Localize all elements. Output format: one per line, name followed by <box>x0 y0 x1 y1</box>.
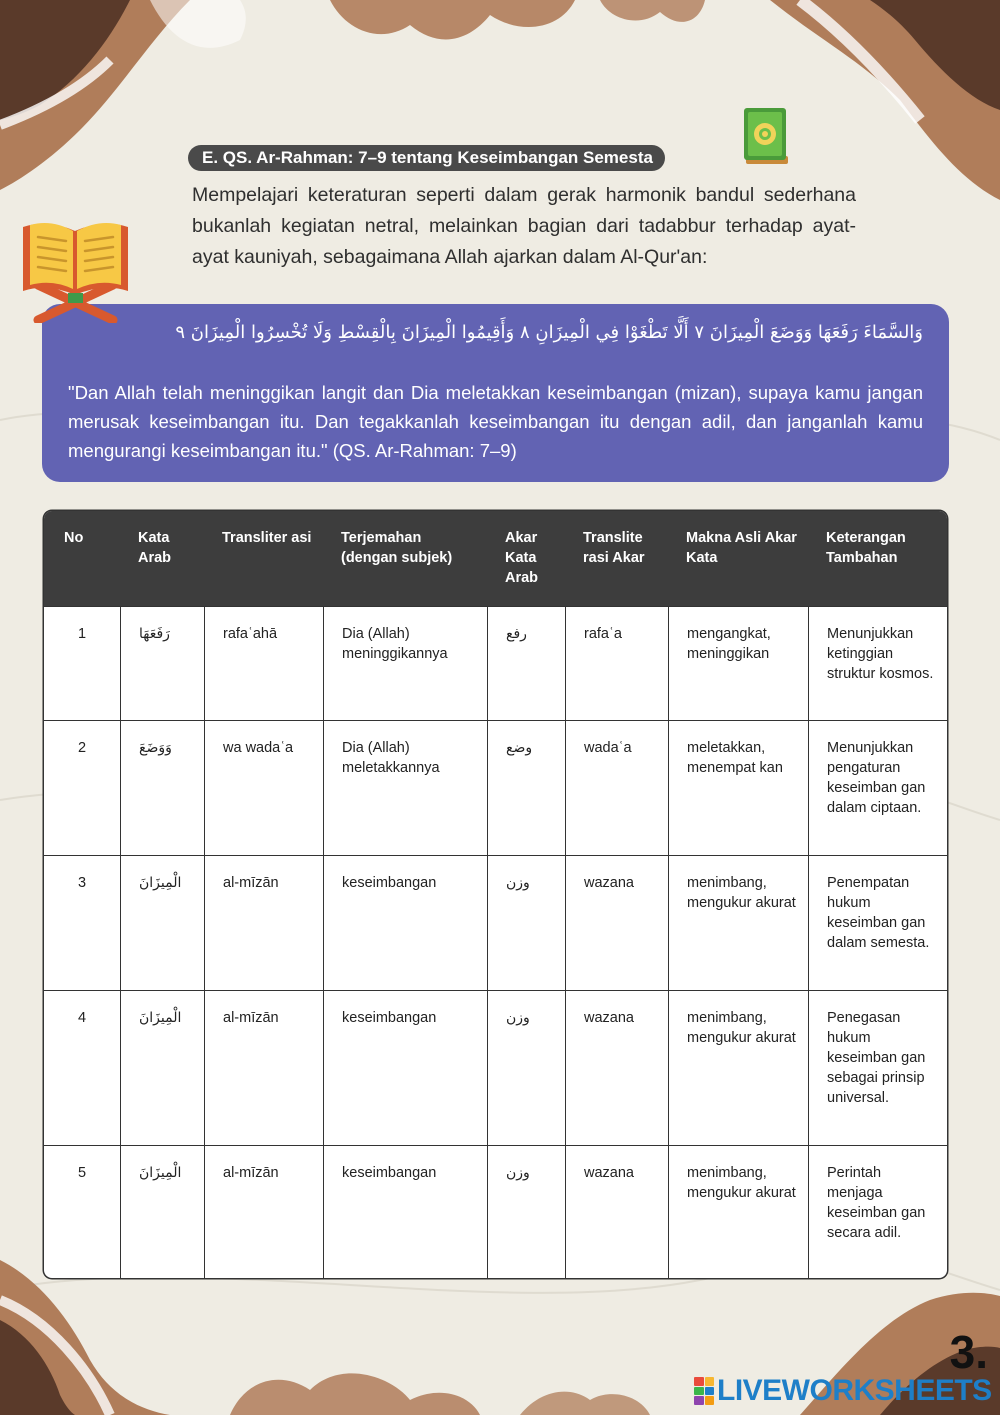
cell-akar-kata: وزن <box>487 1145 565 1278</box>
liveworksheets-text: LIVEWORKSHEETS <box>717 1374 992 1407</box>
cell-akar-kata: وضع <box>487 720 565 855</box>
cell-makna-asli: meletakkan, menempat kan <box>668 720 808 855</box>
cell-no: 2 <box>44 720 120 855</box>
cell-transliterasi-akar: wazana <box>565 1145 668 1278</box>
cell-kata-arab: الْمِيزَانَ <box>120 855 204 990</box>
vocabulary-table <box>44 511 947 1278</box>
cell-akar-kata: وزن <box>487 990 565 1145</box>
arabic-verse: وَالسَّمَاءَ رَفَعَهَا وَوَضَعَ الْمِيزَانَ ٧ أَلَّا تَطْغَوْا فِي الْمِيزَانِ ٨ وَأَقِيمُوا الْمِيزَانَ بِالْقِسْطِ وَلَا تُخْسِرُوا الْمِيزَانَ ٩ <box>175 322 923 343</box>
table-row <box>44 1145 947 1278</box>
cell-kata-arab: وَوَضَعَ <box>120 720 204 855</box>
cell-makna-asli: menimbang, mengukur akurat <box>668 990 808 1145</box>
cell-transliterasi: al-mīzān <box>204 1145 323 1278</box>
cell-transliterasi: al-mīzān <box>204 990 323 1145</box>
header-kata-arab: Kata Arab <box>120 511 204 606</box>
table-row <box>44 720 947 855</box>
cell-kata-arab: رَفَعَهَا <box>120 606 204 720</box>
table-row <box>44 606 947 720</box>
cell-transliterasi-akar: wadaʿa <box>565 720 668 855</box>
cell-transliterasi-akar: wazana <box>565 990 668 1145</box>
header-akar-kata: Akar Kata Arab <box>487 511 565 606</box>
cell-akar-kata: وزن <box>487 855 565 990</box>
cell-transliterasi-akar: rafaʿa <box>565 606 668 720</box>
cell-terjemahan: keseimbangan <box>323 1145 487 1278</box>
page-number: 3. <box>949 1326 988 1378</box>
cell-no: 3 <box>44 855 120 990</box>
cell-terjemahan: Dia (Allah) meninggikannya <box>323 606 487 720</box>
table-row <box>44 990 947 1145</box>
cell-no: 4 <box>44 990 120 1145</box>
cell-keterangan: Menunjukkan ketinggian struktur kosmos. <box>808 606 947 720</box>
cell-terjemahan: keseimbangan <box>323 990 487 1145</box>
cell-makna-asli: mengangkat, meninggikan <box>668 606 808 720</box>
liveworksheets-mark-icon <box>694 1377 714 1405</box>
liveworksheets-logo[interactable] <box>694 1374 992 1408</box>
header-keterangan: Keterangan Tambahan <box>808 511 947 606</box>
verse-translation: "Dan Allah telah meninggikan langit dan Dia meletakkan keseimbangan (mizan), supaya kamu jangan merusak keseimbangan itu. Dan tegakkanlah keseimbangan itu dengan adil, dan janganlah kamu mengurangi keseimbangan itu." (QS. Ar-Rahman: 7–9) <box>68 382 923 461</box>
cell-keterangan: Perintah menjaga keseimban gan secara adil. <box>808 1145 947 1278</box>
cell-kata-arab: الْمِيزَانَ <box>120 990 204 1145</box>
open-quran-stand-icon <box>18 215 133 323</box>
cell-transliterasi: rafaʿahā <box>204 606 323 720</box>
cell-no: 5 <box>44 1145 120 1278</box>
intro-paragraph: Mempelajari keteraturan seperti dalam gerak harmonik bandul sederhana bukanlah kegiatan netral, melainkan bagian dari tadabbur terhadap ayat-ayat kauniyah, sebagaimana Allah ajarkan dalam Al-Qur'an: <box>192 184 856 268</box>
cell-terjemahan: Dia (Allah) meletakkannya <box>323 720 487 855</box>
cell-terjemahan: keseimbangan <box>323 855 487 990</box>
cell-no: 1 <box>44 606 120 720</box>
cell-transliterasi: al-mīzān <box>204 855 323 990</box>
cell-akar-kata: رفع <box>487 606 565 720</box>
cell-keterangan: Penegasan hukum keseimban gan sebagai prinsip universal. <box>808 990 947 1145</box>
header-no: No <box>44 511 120 606</box>
header-terjemahan: Terjemahan (dengan subjek) <box>323 511 487 606</box>
cell-keterangan: Menunjukkan pengaturan keseimban gan dalam ciptaan. <box>808 720 947 855</box>
cell-keterangan: Penempatan hukum keseimban gan dalam semesta. <box>808 855 947 990</box>
header-makna-asli: Makna Asli Akar Kata <box>668 511 808 606</box>
cell-transliterasi-akar: wazana <box>565 855 668 990</box>
table-header-row <box>44 511 947 606</box>
verse-box <box>42 304 949 482</box>
cell-makna-asli: menimbang, mengukur akurat <box>668 855 808 990</box>
cell-makna-asli: menimbang, mengukur akurat <box>668 1145 808 1278</box>
header-transliterasi-akar: Translite rasi Akar <box>565 511 668 606</box>
cell-kata-arab: الْمِيزَانَ <box>120 1145 204 1278</box>
quran-book-icon <box>740 106 792 168</box>
header-transliterasi: Transliter asi <box>204 511 323 606</box>
cell-transliterasi: wa wadaʿa <box>204 720 323 855</box>
section-title: E. QS. Ar-Rahman: 7–9 tentang Keseimbangan Semesta <box>188 145 665 171</box>
table-row <box>44 855 947 990</box>
